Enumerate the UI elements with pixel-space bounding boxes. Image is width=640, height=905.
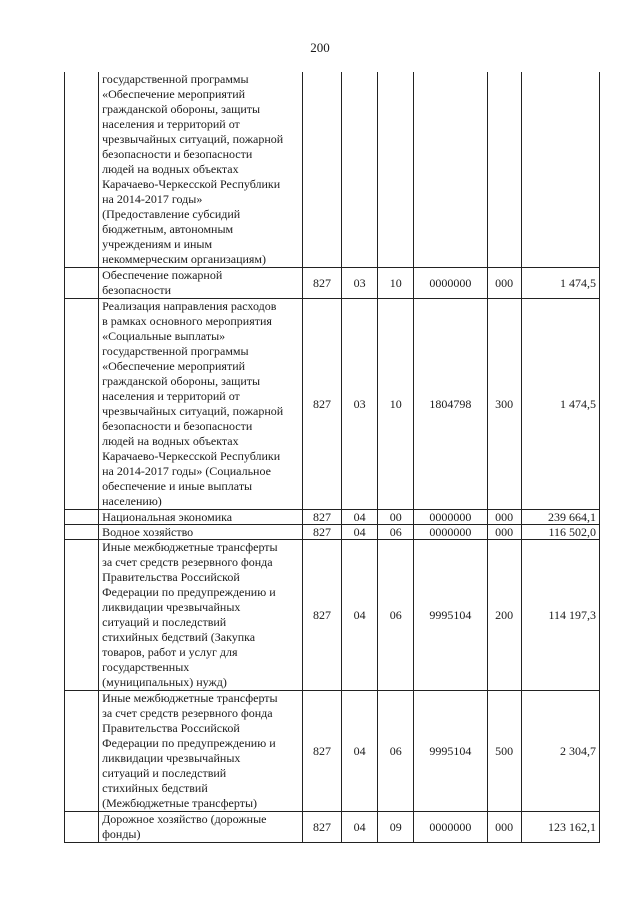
name-line: чрезвычайных ситуаций, пожарной (102, 132, 284, 146)
amount-cell (521, 72, 599, 268)
expense-type-cell: 300 (487, 299, 521, 510)
name-line: чрезвычайных ситуаций, пожарной (102, 404, 284, 418)
name-line: за счет средств резервного фонда (102, 555, 273, 569)
target-article-cell (414, 72, 487, 268)
grbs-cell: 827 (302, 812, 341, 843)
name-line: «Обеспечение мероприятий (102, 359, 246, 373)
name-line: Иные межбюджетные трансферты (102, 691, 278, 705)
grbs-cell: 827 (302, 268, 341, 299)
target-article-cell: 9995104 (414, 540, 487, 691)
name-cell (99, 510, 303, 525)
name-line: на 2014-2017 годы» (Социальное (102, 464, 271, 478)
name-line: гражданской обороны, защиты (102, 102, 261, 116)
grbs-cell: 827 (302, 525, 341, 540)
name-cell (99, 299, 303, 510)
row-number-cell (65, 268, 99, 299)
name-line: государственной программы (102, 72, 249, 86)
table-row (65, 299, 600, 510)
subsection-cell: 06 (378, 540, 414, 691)
subsection-cell: 06 (378, 525, 414, 540)
table-row (65, 72, 600, 268)
subsection-cell: 10 (378, 268, 414, 299)
amount-cell: 1 474,5 (521, 299, 599, 510)
name-line: людей на водных объектах (102, 434, 239, 448)
table-row (65, 268, 600, 299)
grbs-cell: 827 (302, 510, 341, 525)
section-cell: 04 (342, 510, 378, 525)
expense-type-cell: 000 (487, 812, 521, 843)
budget-table (64, 72, 600, 843)
amount-cell: 116 502,0 (521, 525, 599, 540)
name-line: Федерации по предупреждению и (102, 585, 276, 599)
section-cell (342, 72, 378, 268)
name-line: ликвидации чрезвычайных (102, 600, 241, 614)
name-line: Реализация направления расходов (102, 299, 277, 313)
target-article-cell: 0000000 (414, 510, 487, 525)
expense-type-cell (487, 72, 521, 268)
section-cell: 04 (342, 540, 378, 691)
target-article-cell: 0000000 (414, 268, 487, 299)
section-cell: 04 (342, 691, 378, 812)
row-number-cell (65, 525, 99, 540)
name-line: «Обеспечение мероприятий (102, 87, 246, 101)
table-row (65, 812, 600, 843)
expense-type-cell: 200 (487, 540, 521, 691)
section-cell: 03 (342, 268, 378, 299)
name-line: обеспечение и иные выплаты (102, 479, 253, 493)
name-line: Федерации по предупреждению и (102, 736, 276, 750)
expense-type-cell: 000 (487, 268, 521, 299)
name-line: ситуаций и последствий (102, 615, 227, 629)
grbs-cell: 827 (302, 299, 341, 510)
name-line: Водное хозяйство (102, 525, 194, 539)
subsection-cell: 00 (378, 510, 414, 525)
amount-cell: 2 304,7 (521, 691, 599, 812)
row-number-cell (65, 510, 99, 525)
name-line: населению) (102, 494, 162, 508)
name-line: учреждениям и иным (102, 237, 213, 251)
name-line: Карачаево-Черкесской Республики (102, 449, 281, 463)
table-row (65, 691, 600, 812)
section-cell: 03 (342, 299, 378, 510)
amount-cell: 1 474,5 (521, 268, 599, 299)
amount-cell: 239 664,1 (521, 510, 599, 525)
name-cell (99, 540, 303, 691)
section-cell: 04 (342, 525, 378, 540)
name-line: Правительства Российской (102, 570, 240, 584)
grbs-cell (302, 72, 341, 268)
name-line: стихийных бедствий (Закупка (102, 630, 256, 644)
row-number-cell (65, 299, 99, 510)
name-line: ситуаций и последствий (102, 766, 227, 780)
subsection-cell (378, 72, 414, 268)
name-cell (99, 691, 303, 812)
name-line: товаров, работ и услуг для (102, 645, 238, 659)
name-line: некоммерческим организациям) (102, 252, 267, 266)
grbs-cell: 827 (302, 540, 341, 691)
table-row (65, 540, 600, 691)
subsection-cell: 06 (378, 691, 414, 812)
section-cell: 04 (342, 812, 378, 843)
name-line: людей на водных объектах (102, 162, 239, 176)
target-article-cell: 0000000 (414, 525, 487, 540)
name-line: безопасности и безопасности (102, 419, 253, 433)
name-line: населения и территорий от (102, 389, 240, 403)
name-line: в рамках основного мероприятия (102, 314, 272, 328)
subsection-cell: 10 (378, 299, 414, 510)
name-line: государственной программы (102, 344, 249, 358)
name-line: населения и территорий от (102, 117, 240, 131)
name-line: (Предоставление субсидий (102, 207, 241, 221)
name-line: (муниципальных) нужд) (102, 675, 227, 689)
target-article-cell: 9995104 (414, 691, 487, 812)
target-article-cell: 0000000 (414, 812, 487, 843)
name-line: Обеспечение пожарной (102, 268, 223, 282)
name-line: ликвидации чрезвычайных (102, 751, 241, 765)
name-line: за счет средств резервного фонда (102, 706, 273, 720)
row-number-cell (65, 72, 99, 268)
row-number-cell (65, 691, 99, 812)
name-line: безопасности и безопасности (102, 147, 253, 161)
name-line: Дорожное хозяйство (дорожные (102, 812, 267, 826)
budget-table-body (65, 72, 600, 843)
expense-type-cell: 000 (487, 525, 521, 540)
target-article-cell: 1804798 (414, 299, 487, 510)
name-line: стихийных бедствий (102, 781, 208, 795)
name-line: «Социальные выплаты» (102, 329, 226, 343)
expense-type-cell: 000 (487, 510, 521, 525)
name-line: Иные межбюджетные трансферты (102, 540, 278, 554)
amount-cell: 123 162,1 (521, 812, 599, 843)
name-cell (99, 525, 303, 540)
name-cell (99, 72, 303, 268)
table-row (65, 510, 600, 525)
name-line: безопасности (102, 283, 172, 297)
name-line: фонды) (102, 827, 141, 841)
name-cell (99, 268, 303, 299)
name-cell (99, 812, 303, 843)
name-line: на 2014-2017 годы» (102, 192, 203, 206)
name-line: Правительства Российской (102, 721, 240, 735)
name-line: Национальная экономика (102, 510, 233, 524)
name-line: (Межбюджетные трансферты) (102, 796, 258, 810)
table-row (65, 525, 600, 540)
subsection-cell: 09 (378, 812, 414, 843)
grbs-cell: 827 (302, 691, 341, 812)
amount-cell: 114 197,3 (521, 540, 599, 691)
name-line: государственных (102, 660, 190, 674)
expense-type-cell: 500 (487, 691, 521, 812)
name-line: бюджетным, автономным (102, 222, 234, 236)
page-number: 200 (310, 40, 330, 55)
name-line: Карачаево-Черкесской Республики (102, 177, 281, 191)
row-number-cell (65, 540, 99, 691)
row-number-cell (65, 812, 99, 843)
name-line: гражданской обороны, защиты (102, 374, 261, 388)
